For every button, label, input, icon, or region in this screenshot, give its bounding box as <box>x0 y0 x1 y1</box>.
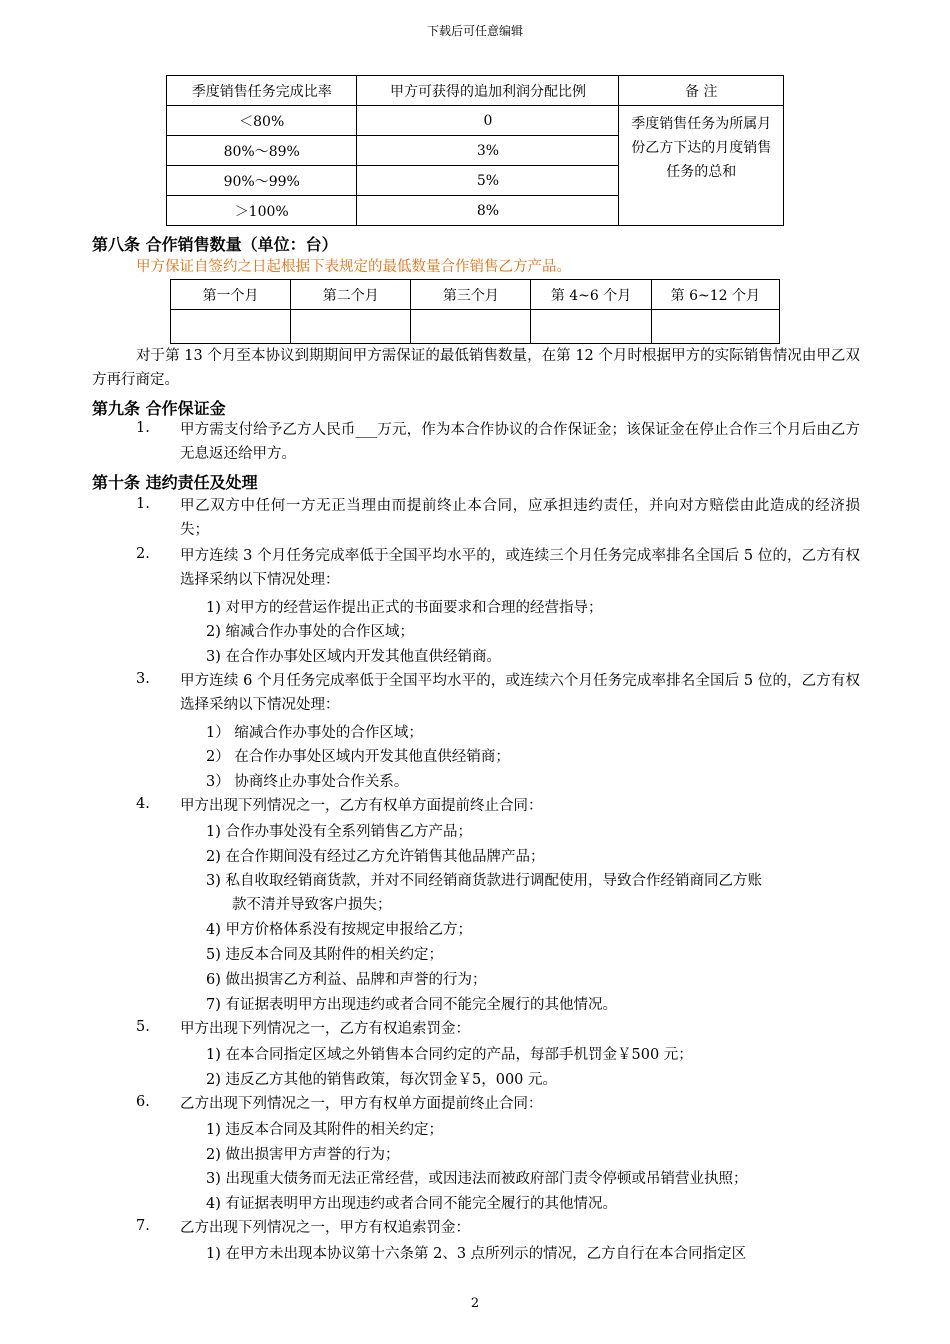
list-item: 2） 在合作办事处区域内开发其他直供经销商； <box>206 749 510 765</box>
page-number: 2 <box>470 1296 480 1311</box>
table-header: 第三个月 <box>411 280 531 310</box>
list-item: 3) 在合作办事处区域内开发其他直供经销商。 <box>206 649 501 665</box>
list-item: 2) 做出损害甲方声誉的行为； <box>206 1147 400 1163</box>
list-item: 5) 违反本合同及其附件的相关约定； <box>206 947 443 963</box>
table-cell: 80%～89% <box>167 136 357 166</box>
article-10-item-3: 甲方连续 6 个月任务完成率低于全国平均水平的，或连续六个月任务完成率排名全国后 5 位的，乙方有权选择采纳以下情况处理： <box>180 673 860 713</box>
table-header: 第 6~12 个月 <box>651 280 779 310</box>
profit-share-table <box>166 75 784 226</box>
list-item: 2) 在合作期间没有经过乙方允许销售其他品牌产品； <box>206 849 545 865</box>
item-number: 3. <box>136 671 150 687</box>
table-cell: 90%～99% <box>167 166 357 196</box>
list-item: 6) 做出损害乙方利益、品牌和声誉的行为； <box>206 972 487 988</box>
list-item: 2) 缩减合作办事处的合作区域； <box>206 624 414 640</box>
list-item: 7) 有证据表明甲方出现违约或者合同不能完全履行的其他情况。 <box>206 997 617 1013</box>
item-number: 1. <box>136 420 150 436</box>
article-10-item-5: 甲方出现下列情况之一，乙方有权追索罚金： <box>180 1021 470 1037</box>
min-sales-table <box>170 279 780 344</box>
table-cell: ＜80% <box>167 106 357 136</box>
item-number: 5. <box>136 1019 150 1035</box>
table-cell: 5% <box>357 166 619 196</box>
table-cell <box>171 310 291 344</box>
table-header: 第一个月 <box>171 280 291 310</box>
item-number: 1. <box>136 496 150 512</box>
list-item: 1) 违反本合同及其附件的相关约定； <box>206 1122 443 1138</box>
article-8-followup: 对于第 13 个月至本协议到期期间甲方需保证的最低销售数量，在第 12 个月时根据甲方的实际销售情况由甲乙双方再行商定。 <box>92 348 860 388</box>
list-item: 1) 在甲方未出现本协议第十六条第 2、3 点所列示的情况，乙方自行在本合同指定区 <box>206 1246 747 1262</box>
table-cell <box>651 310 779 344</box>
item-number: 2. <box>136 546 150 562</box>
article-9-heading: 第九条 合作保证金 <box>92 399 226 418</box>
list-item: 1) 对甲方的经营运作提出正式的书面要求和合理的经营指导； <box>206 600 603 616</box>
list-item: 1) 合作办事处没有全系列销售乙方产品； <box>206 824 472 840</box>
table-cell: 3% <box>357 136 619 166</box>
list-item: 4) 有证据表明甲方出现违约或者合同不能完全履行的其他情况。 <box>206 1196 617 1212</box>
list-item: 3) 私自收取经销商货款，并对不同经销商货款进行调配使用，导致合作经销商同乙方账 <box>206 873 762 889</box>
item-number: 6. <box>136 1094 150 1110</box>
item-number: 7. <box>136 1218 150 1234</box>
article-10-item-7: 乙方出现下列情况之一，甲方有权追索罚金： <box>180 1220 470 1236</box>
article-10-item-2: 甲方连续 3 个月任务完成率低于全国平均水平的，或连续三个月任务完成率排名全国后 5 位的，乙方有权选择采纳以下情况处理： <box>180 548 860 588</box>
table-cell: 8% <box>357 196 619 226</box>
table-header: 第 4~6 个月 <box>531 280 651 310</box>
table-header: 季度销售任务完成比率 <box>167 76 357 106</box>
table-cell: 0 <box>357 106 619 136</box>
article-10-item-1: 甲乙双方中任何一方无正当理由而提前终止本合同，应承担违约责任，并向对方赔偿由此造成的经济损失； <box>180 498 860 538</box>
item-number: 4. <box>136 796 150 812</box>
article-8-intro: 甲方保证自签约之日起根据下表规定的最低数量合作销售乙方产品。 <box>136 259 571 275</box>
table-cell: ＞100% <box>167 196 357 226</box>
list-item: 1） 缩减合作办事处的合作区域； <box>206 725 423 741</box>
list-item: 4) 甲方价格体系没有按规定申报给乙方； <box>206 922 472 938</box>
table-cell <box>531 310 651 344</box>
article-8-heading: 第八条 合作销售数量（单位：台） <box>92 235 338 254</box>
table-header: 第二个月 <box>291 280 411 310</box>
table-cell <box>411 310 531 344</box>
table-cell <box>291 310 411 344</box>
page-header: 下载后可任意编辑 <box>426 24 523 38</box>
list-item: 3） 协商终止办事处合作关系。 <box>206 774 409 790</box>
list-item: 款不清并导致客户损失； <box>232 897 392 913</box>
table-header: 备 注 <box>619 76 784 106</box>
table-header: 甲方可获得的追加利润分配比例 <box>357 76 619 106</box>
list-item: 1) 在本合同指定区域之外销售本合同约定的产品，每部手机罚金￥500 元； <box>206 1047 693 1063</box>
article-10-heading: 第十条 违约责任及处理 <box>92 473 258 492</box>
list-item: 3) 出现重大债务而无法正常经营，或因违法而被政府部门责令停顿或吊销营业执照； <box>206 1171 748 1187</box>
article-10-item-6: 乙方出现下列情况之一，甲方有权单方面提前终止合同： <box>180 1096 543 1112</box>
article-9-item-1: 甲方需支付给予乙方人民币___万元，作为本合作协议的合作保证金；该保证金在停止合作三个月后由乙方无息返还给甲方。 <box>180 422 860 462</box>
list-item: 2) 违反乙方其他的销售政策，每次罚金￥5，000 元。 <box>206 1072 558 1088</box>
article-10-item-4: 甲方出现下列情况之一，乙方有权单方面提前终止合同： <box>180 798 543 814</box>
table-note: 季度销售任务为所属月份乙方下达的月度销售任务的总和 <box>619 106 784 226</box>
